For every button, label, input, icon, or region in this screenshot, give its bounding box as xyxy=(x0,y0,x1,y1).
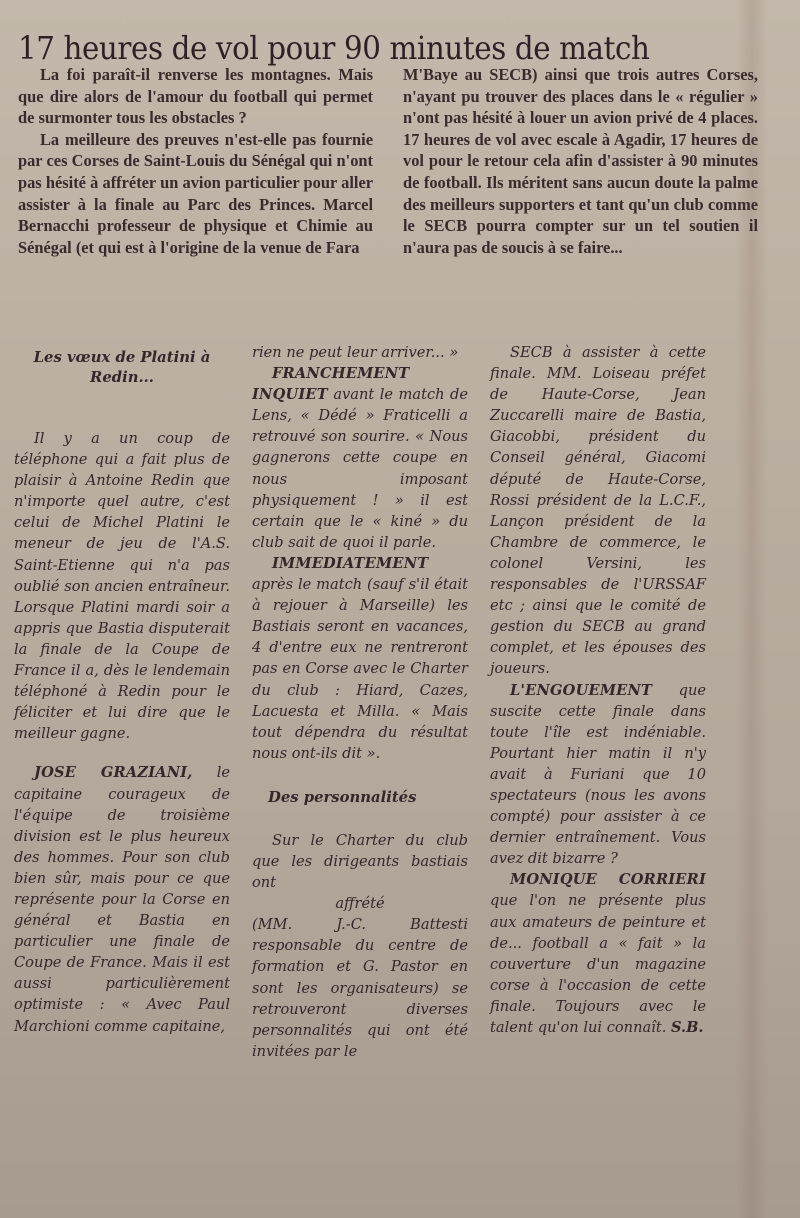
paragraph-immediatement xyxy=(252,553,468,764)
intro-paragraph-continued: M'Baye au SECB) ainsi que trois autres Corses, n'ayant pu trouver des places dans le « régulier » n'ont pas hésité à louer un avion privé de 4 places. 17 heures de vol avec escale à Agadir, 17 heures de vol pour le retour cela afin d'assister à 90 minutes de football. Ils méritent sans aucun doute la palme des meilleurs supporters et tant qu'un club comme le SECB pourra compter sur un tel soutien il n'aura pas de soucis à se faire... xyxy=(403,65,758,257)
paragraph: (MM. J.-C. Battesti responsable du centre de formation et G. Pastor en sont les organisateurs) se retrouveront diverses personnalités qui ont été invitées par le xyxy=(252,916,468,1060)
headline: 17 heures de vol pour 90 minutes de match xyxy=(18,31,650,68)
run-in-lead: IMMEDIATEMENT xyxy=(272,554,429,572)
column-3 xyxy=(490,342,706,1062)
paragraph-body: avant le match de Lens, « Dédé » Fraticelli a retrouvé son sourire. « Nous gagnerons cette coupe en nous imposant physiquement ! » il est certain que le « kiné » du club sait de quoi il parle. xyxy=(252,386,468,551)
paragraph-fraticelli xyxy=(252,363,468,553)
paragraph: rien ne peut leur arriver... » xyxy=(252,344,459,361)
paragraph: Sur le Charter du club que les dirigeants bastiais ont xyxy=(252,831,468,892)
paragraph: Il y a un coup de téléphone qui a fait plus de plaisir à Antoine Redin que n'importe quel autre, c'est celui de Michel Platini le meneur de jeu de l'A.S. Saint-Etienne qui n'a pas oublié son ancien entraîneur. Lorsque Platini mardi soir a appris que Bastia disputerait la finale de la Coupe de France il a, dès le lendemain téléphoné à Redin pour le féliciter et lui dire que le meilleur gagne. xyxy=(14,430,230,743)
run-in-lead: MONIQUE CORRIERI xyxy=(510,871,706,889)
paragraph-body: après le match (sauf s'il était à rejouer à Marseille) les Bastiais seront en vacances, 4 d'entre eux ne rentreront pas en Corse avec le Charter du club : Hiard, Cazes, Lacuesta et Milla. « Mais tout dépendra du résultat nous ont-ils dit ». xyxy=(252,576,468,762)
body-columns xyxy=(14,342,794,1062)
run-in-lead: L'ENGOUEMENT xyxy=(510,681,653,699)
paragraph-corrieri xyxy=(490,869,706,1038)
author-signature: S.B. xyxy=(671,1019,704,1036)
subhead-platini: Les vœux de Platini à Redin... xyxy=(33,349,211,386)
intro-paragraph: La meilleure des preuves n'est-elle pas fournie par ces Corses de Saint-Louis du Sénégal qui n'ont pas hésité à affréter un avion particulier pour aller assister à la finale au Parc des Princes. Marcel Bernacchi professeur de physique et Chimie au Sénégal (et qui est à l'origine de la venue de Fara xyxy=(18,129,373,257)
run-in-lead: JOSE GRAZIANI, xyxy=(34,764,193,782)
subhead-personnalites: Des personnalités xyxy=(268,788,417,806)
paragraph-body: que l'on ne présente plus aux amateurs de peinture et de... football a « fait » la couverture d'un magazine corse à l'occasion de cette finale. Toujours avec le talent qu'on lui connaît. xyxy=(490,892,706,1036)
intro-paragraph: La foi paraît-il renverse les montagnes. Mais que dire alors de l'amour du football qui permet de surmonter tous les obstacles ? xyxy=(18,65,373,128)
column-2 xyxy=(252,342,468,1062)
intro-section xyxy=(18,64,758,258)
intro-column-left xyxy=(18,64,373,258)
paragraph: SECB à assister à cette finale. MM. Loiseau préfet de Haute-Corse, Jean Zuccarelli maire de Bastia, Giacobbi, président du Conseil général, Giacomi député de Haute-Corse, Rossi président de la L.C.F., Lançon président de la Chambre de commerce, le colonel Versini, les responsables de l'URSSAF etc ; ainsi que le comité de gestion du SECB au grand complet, et les épouses des joueurs. xyxy=(490,344,706,678)
paragraph-engouement xyxy=(490,680,706,870)
intro-column-right xyxy=(403,64,758,258)
paragraph-line: affrété xyxy=(335,895,385,913)
paragraph-body: le capitaine courageux de l'équipe de troisième division est le plus heureux des hommes. Pour son club bien sûr, mais pour ce que représente pour la Corse en général et Bastia en particulier une finale de Coupe de France. Mais il est aussi particulièrement optimiste : « Avec Paul Marchioni comme capitaine, xyxy=(14,764,231,1035)
paragraph-body: que suscite cette finale dans toute l'île est indéniable. Pourtant hier matin il n'y avait à Furiani que 10 spectateurs (nous les avons compté) pour assister à ce dernier entraînement. Vous avez dit bizarre ? xyxy=(490,681,706,868)
paragraph-graziani xyxy=(14,762,230,1036)
column-1 xyxy=(14,342,230,1062)
run-in-lead: FRANCHEMENT INQUIET xyxy=(252,365,410,404)
